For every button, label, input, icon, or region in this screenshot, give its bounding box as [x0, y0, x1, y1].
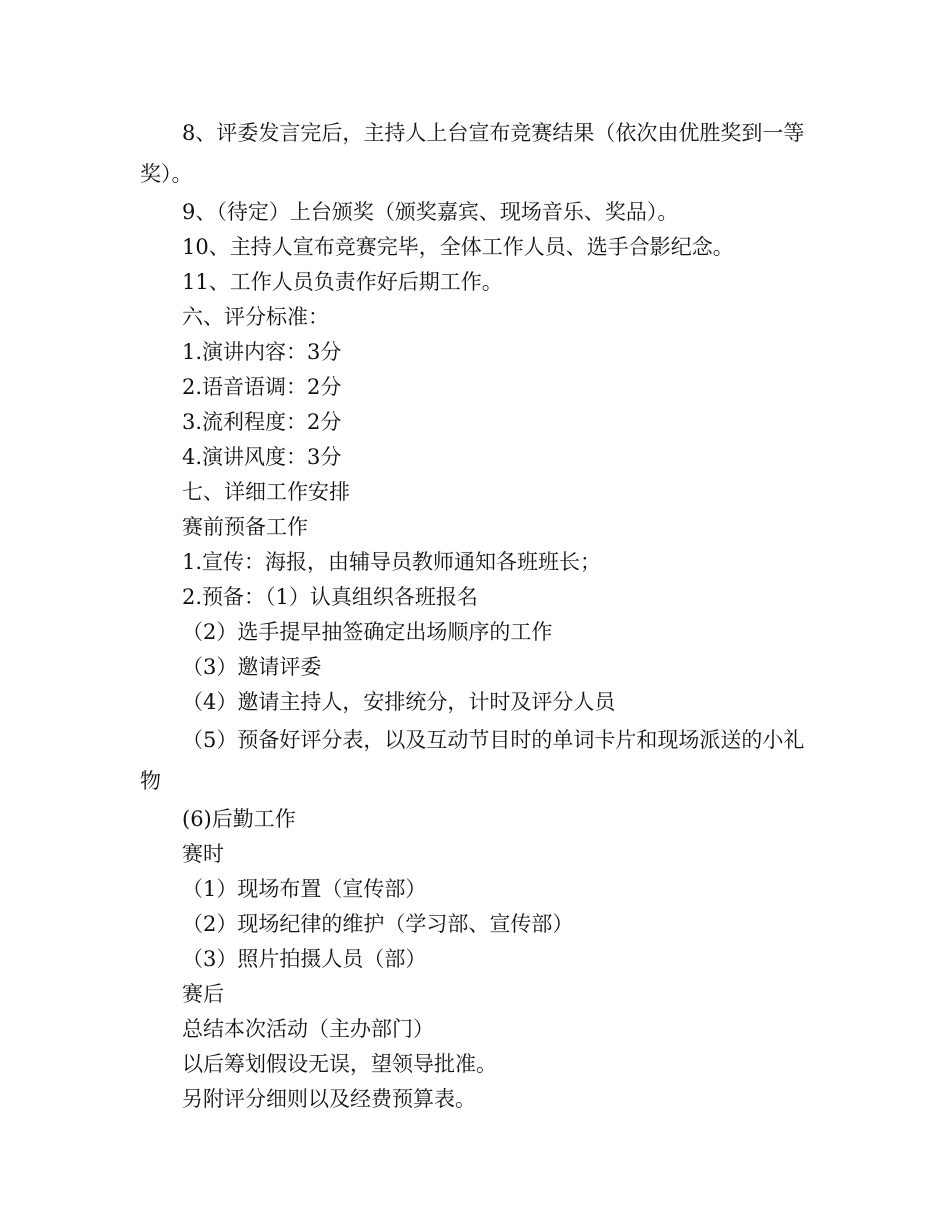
preparation-item-6: (6)后勤工作 [182, 807, 296, 831]
preparation-item-5: （5）预备好评分表，以及互动节目时的单词卡片和现场派送的小礼物 [140, 728, 805, 793]
subheading-during-event: 赛时 [182, 842, 224, 866]
preparation-item-4: （4）邀请主持人，安排统分，计时及评分人员 [182, 690, 616, 714]
during-event-item-1: （1）现场布置（宣传部） [182, 877, 427, 901]
scoring-item-2: 2.语音语调：2分 [182, 375, 342, 399]
section-heading-scoring: 六、评分标准： [182, 305, 329, 329]
closing-attachment-note: 另附评分细则以及经费预算表。 [182, 1087, 476, 1111]
scoring-item-1: 1.演讲内容：3分 [182, 340, 342, 364]
subheading-pre-event: 赛前预备工作 [182, 515, 308, 539]
preparation-item-2: （2）选手提早抽签确定出场顺序的工作 [182, 620, 553, 644]
preparation-item-3: （3）邀请评委 [182, 655, 322, 679]
paragraph-item-9: 9、（待定）上台颁奖（颁奖嘉宾、现场音乐、奖品）。 [182, 200, 679, 224]
during-event-item-2: （2）现场纪律的维护（学习部、宣传部） [182, 912, 574, 936]
subheading-post-event: 赛后 [182, 982, 224, 1006]
document-body [140, 113, 812, 1117]
post-event-item-summary: 总结本次活动（主办部门） [182, 1017, 434, 1041]
section-heading-arrangement: 七、详细工作安排 [182, 480, 350, 504]
paragraph-item-11: 11、工作人员负责作好后期工作。 [182, 270, 503, 294]
closing-request: 以后筹划假设无误，望领导批准。 [182, 1052, 497, 1076]
paragraph-item-8: 8、评委发言完后，主持人上台宣布竞赛结果（依次由优胜奖到一等奖）。 [140, 121, 805, 186]
pre-event-item-preparation: 2.预备：（1）认真组织各班报名 [182, 585, 478, 609]
scoring-item-4: 4.演讲风度：3分 [182, 445, 342, 469]
scoring-item-3: 3.流利程度：2分 [182, 410, 342, 434]
during-event-item-3: （3）照片拍摄人员（部） [182, 947, 427, 971]
pre-event-item-publicity: 1.宣传：海报，由辅导员教师通知各班班长； [182, 550, 602, 574]
paragraph-item-10: 10、主持人宣布竞赛完毕，全体工作人员、选手合影纪念。 [182, 235, 734, 259]
